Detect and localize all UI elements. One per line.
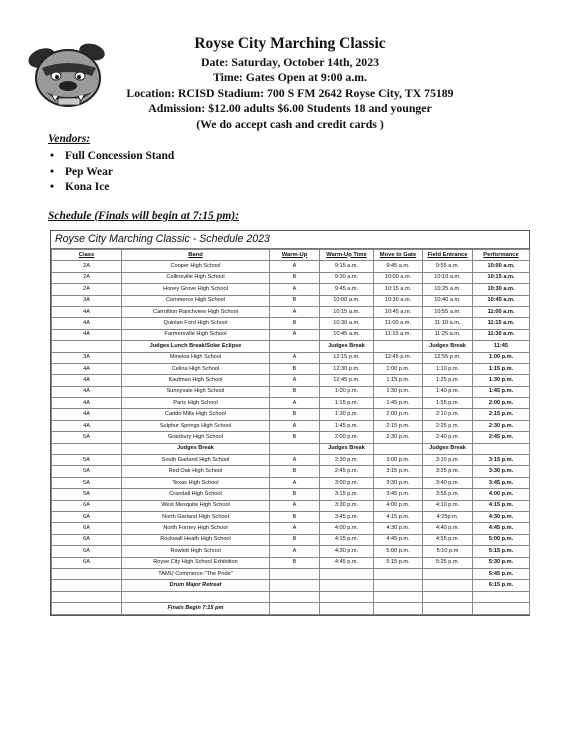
schedule-row xyxy=(52,386,530,397)
warmup-cell: A xyxy=(270,284,320,295)
event-header xyxy=(110,34,470,132)
column-header-warmup: Warm-Up xyxy=(270,250,320,261)
field-entrance-cell: 5:10 p.m xyxy=(423,546,473,557)
band-cell: Red Oak High School xyxy=(122,466,270,477)
class-cell xyxy=(52,603,122,614)
schedule-row xyxy=(52,420,530,431)
field-entrance-cell: 1:55 p.m. xyxy=(423,398,473,409)
warmup-time-cell: 9:30 a.m. xyxy=(320,272,374,283)
schedule-row xyxy=(52,568,530,579)
performance-cell: 3:15 p.m. xyxy=(473,455,530,466)
warmup-time-cell: 3:00 p.m. xyxy=(320,477,374,488)
vendor-item: • Full Concession Stand xyxy=(48,149,174,165)
field-entrance-cell xyxy=(423,580,473,591)
band-cell: North Garland High School xyxy=(122,511,270,522)
schedule-row xyxy=(52,523,530,534)
warmup-cell: B xyxy=(270,466,320,477)
class-cell: 4A xyxy=(52,375,122,386)
warmup-cell: A xyxy=(270,352,320,363)
column-header-class: Class xyxy=(52,250,122,261)
class-cell: 6A xyxy=(52,546,122,557)
class-cell: 2A xyxy=(52,261,122,272)
band-cell: Sulphur Springs High School xyxy=(122,420,270,431)
warmup-time-cell: 2:30 p.m. xyxy=(320,455,374,466)
warmup-cell: B xyxy=(270,363,320,374)
performance-cell: 11:30 a.m. xyxy=(473,329,530,340)
field-entrance-cell: 3:10 p.m. xyxy=(423,455,473,466)
warmup-time-cell: 9:45 a.m. xyxy=(320,284,374,295)
class-cell: 6A xyxy=(52,511,122,522)
schedule-row xyxy=(52,511,530,522)
vendors-section xyxy=(48,133,174,196)
event-admission: Admission: $12.00 adults $6.00 Students 18 and younger xyxy=(148,101,432,116)
class-cell: 6A xyxy=(52,557,122,568)
performance-cell: 5:00 p.m. xyxy=(473,534,530,545)
move-to-gate-cell: 3:00 p.m. xyxy=(374,455,423,466)
schedule-header-row xyxy=(52,250,530,261)
band-cell: North Forney High School xyxy=(122,523,270,534)
schedule-row xyxy=(52,329,530,340)
warmup-time-cell: 10:30 a.m. xyxy=(320,318,374,329)
warmup-time-cell xyxy=(320,591,374,602)
event-title: Royse City Marching Classic xyxy=(194,35,386,52)
move-to-gate-cell: 1:00 p.m. xyxy=(374,363,423,374)
schedule-row xyxy=(52,409,530,420)
warmup-time-cell: 3:15 p.m. xyxy=(320,489,374,500)
performance-cell: 10:15 a.m. xyxy=(473,272,530,283)
band-cell: Sunnyvale High School xyxy=(122,386,270,397)
performance-cell: 10:45 a.m. xyxy=(473,295,530,306)
event-date: Date: Saturday, October 14th, 2023 xyxy=(200,55,380,69)
class-cell xyxy=(52,341,122,352)
warmup-time-cell xyxy=(320,603,374,614)
warmup-cell: B xyxy=(270,489,320,500)
field-entrance-cell: 4:25p.m. xyxy=(423,511,473,522)
band-cell: Honey Grove High School xyxy=(122,284,270,295)
warmup-cell: A xyxy=(270,375,320,386)
field-entrance-cell: 4:55 p.m. xyxy=(423,534,473,545)
move-to-gate-cell: 2:15 p.m. xyxy=(374,420,423,431)
field-entrance-cell: 10:10 a.m. xyxy=(423,272,473,283)
schedule-row xyxy=(52,580,530,591)
warmup-cell xyxy=(270,580,320,591)
performance-cell xyxy=(473,603,530,614)
band-cell: Cooper High School xyxy=(122,261,270,272)
warmup-cell: B xyxy=(270,272,320,283)
vendor-item: • Kona Ice xyxy=(48,180,174,196)
warmup-cell: A xyxy=(270,398,320,409)
warmup-time-cell: 3:45 p.m. xyxy=(320,511,374,522)
warmup-cell xyxy=(270,591,320,602)
band-cell: Quinlan Ford High School xyxy=(122,318,270,329)
class-cell: 5A xyxy=(52,432,122,443)
class-cell: 3A xyxy=(52,352,122,363)
field-entrance-cell: Judges Break xyxy=(423,443,473,454)
band-cell: Rockwall Heath High School xyxy=(122,534,270,545)
performance-cell: 10:30 a.m. xyxy=(473,284,530,295)
warmup-cell: B xyxy=(270,386,320,397)
warmup-cell: B xyxy=(270,318,320,329)
warmup-time-cell: Judges Break xyxy=(320,443,374,454)
schedule-row xyxy=(52,295,530,306)
schedule-row xyxy=(52,603,530,614)
class-cell xyxy=(52,443,122,454)
performance-cell: 2:15 p.m. xyxy=(473,409,530,420)
move-to-gate-cell xyxy=(374,580,423,591)
move-to-gate-cell: 5:15 p.m. xyxy=(374,557,423,568)
vendors-heading: Vendors: xyxy=(48,133,91,145)
warmup-cell xyxy=(270,568,320,579)
field-entrance-cell: 2:40 p.m. xyxy=(423,432,473,443)
move-to-gate-cell: 4:30 p.m. xyxy=(374,523,423,534)
performance-cell: 4:30 p.m. xyxy=(473,511,530,522)
bulldog-mascot-icon xyxy=(20,40,118,116)
field-entrance-cell: Judges Break xyxy=(423,341,473,352)
field-entrance-cell xyxy=(423,568,473,579)
class-cell: 5A xyxy=(52,477,122,488)
class-cell xyxy=(52,591,122,602)
performance-cell: 6:15 p.m. xyxy=(473,580,530,591)
warmup-time-cell: 12:15 p.m. xyxy=(320,352,374,363)
move-to-gate-cell: 11:00 a.m. xyxy=(374,318,423,329)
field-entrance-cell: 10:40 a.m. xyxy=(423,295,473,306)
move-to-gate-cell: 3:45 p.m. xyxy=(374,489,423,500)
warmup-time-cell: 9:15 a.m. xyxy=(320,261,374,272)
vendor-item: • Pep Wear xyxy=(48,165,174,181)
band-cell: Commerce High School xyxy=(122,295,270,306)
band-cell: Royse City High School Exhibition xyxy=(122,557,270,568)
schedule-table xyxy=(50,230,530,616)
warmup-time-cell: 4:15 p.m. xyxy=(320,534,374,545)
warmup-cell xyxy=(270,341,320,352)
performance-cell: 11:00 a.m. xyxy=(473,306,530,317)
field-entrance-cell: 12:55 p.m. xyxy=(423,352,473,363)
performance-cell: 4:15 p.m. xyxy=(473,500,530,511)
warmup-cell: A xyxy=(270,261,320,272)
field-entrance-cell: 4:40 p.m. xyxy=(423,523,473,534)
move-to-gate-cell: 4:00 p.m. xyxy=(374,500,423,511)
class-cell: 4A xyxy=(52,329,122,340)
schedule-row xyxy=(52,318,530,329)
schedule-row xyxy=(52,432,530,443)
warmup-time-cell xyxy=(320,580,374,591)
field-entrance-cell: 9:55 a.m. xyxy=(423,261,473,272)
band-cell: Finals Begin 7:15 pm xyxy=(122,603,270,614)
warmup-cell: A xyxy=(270,477,320,488)
move-to-gate-cell: 10:30 a.m. xyxy=(374,295,423,306)
warmup-time-cell: 12:30 p.m. xyxy=(320,363,374,374)
warmup-cell: B xyxy=(270,295,320,306)
band-cell: Judges Lunch Break/Solar Eclipse xyxy=(122,341,270,352)
schedule-row xyxy=(52,500,530,511)
class-cell: 4A xyxy=(52,398,122,409)
band-cell: Farmersville High School xyxy=(122,329,270,340)
band-cell: Granbury High School xyxy=(122,432,270,443)
performance-cell: 1:45 p.m. xyxy=(473,386,530,397)
performance-cell: 11:45 xyxy=(473,341,530,352)
move-to-gate-cell: 1:45 p.m. xyxy=(374,398,423,409)
column-header-move-to-gate: Move to Gate xyxy=(374,250,423,261)
warmup-cell: A xyxy=(270,329,320,340)
schedule-row xyxy=(52,341,530,352)
band-cell: Crandall High School xyxy=(122,489,270,500)
field-entrance-cell: 2:10 p.m. xyxy=(423,409,473,420)
move-to-gate-cell: 10:45 a.m. xyxy=(374,306,423,317)
schedule-row xyxy=(52,534,530,545)
band-cell: Mineloa High School xyxy=(122,352,270,363)
warmup-time-cell: 10:00 a.m. xyxy=(320,295,374,306)
performance-cell: 2:30 p.m. xyxy=(473,420,530,431)
field-entrance-cell: 5:25 p.m. xyxy=(423,557,473,568)
move-to-gate-cell: 10:00 a.m. xyxy=(374,272,423,283)
band-cell: Caddo Mills High School xyxy=(122,409,270,420)
performance-cell: 10:00 a.m. xyxy=(473,261,530,272)
schedule-row xyxy=(52,477,530,488)
band-cell: South Garland High School xyxy=(122,455,270,466)
schedule-row xyxy=(52,352,530,363)
band-cell: Texas High School xyxy=(122,477,270,488)
class-cell: 6A xyxy=(52,500,122,511)
schedule-row xyxy=(52,591,530,602)
band-cell: Rowlett High School xyxy=(122,546,270,557)
warmup-time-cell: 1:45 p.m. xyxy=(320,420,374,431)
performance-cell: 5:30 p.m. xyxy=(473,557,530,568)
performance-cell: 4:00 p.m. xyxy=(473,489,530,500)
field-entrance-cell: 11:25 a.m. xyxy=(423,329,473,340)
move-to-gate-cell xyxy=(374,591,423,602)
warmup-time-cell: 10:15 a.m. xyxy=(320,306,374,317)
performance-cell xyxy=(473,591,530,602)
warmup-time-cell: 1:00 p.m. xyxy=(320,386,374,397)
move-to-gate-cell: 10:15 a.m. xyxy=(374,284,423,295)
move-to-gate-cell xyxy=(374,603,423,614)
performance-cell: 1:30 p.m. xyxy=(473,375,530,386)
field-entrance-cell: 2:25 p.m. xyxy=(423,420,473,431)
performance-cell: 3:45 p.m. xyxy=(473,477,530,488)
warmup-time-cell: 1:30 p.m. xyxy=(320,409,374,420)
band-cell xyxy=(122,591,270,602)
warmup-cell: B xyxy=(270,409,320,420)
warmup-time-cell: 4:00 p.m. xyxy=(320,523,374,534)
payment-note: (We do accept cash and credit cards ) xyxy=(196,116,384,131)
performance-cell: 1:15 p.m. xyxy=(473,363,530,374)
warmup-cell xyxy=(270,603,320,614)
warmup-cell: A xyxy=(270,546,320,557)
class-cell: 2A xyxy=(52,284,122,295)
warmup-time-cell: 2:45 p.m. xyxy=(320,466,374,477)
warmup-cell: A xyxy=(270,523,320,534)
schedule-row xyxy=(52,398,530,409)
performance-cell: 11:15 a.m. xyxy=(473,318,530,329)
class-cell xyxy=(52,580,122,591)
band-cell: West Mesquite High School xyxy=(122,500,270,511)
field-entrance-cell: 10:55 a.m. xyxy=(423,306,473,317)
move-to-gate-cell: 2:30 p.m. xyxy=(374,432,423,443)
schedule-row xyxy=(52,306,530,317)
performance-cell: 1:00 p.m. xyxy=(473,352,530,363)
schedule-grid xyxy=(51,249,530,615)
class-cell: 5A xyxy=(52,466,122,477)
field-entrance-cell: 1:10 p.m. xyxy=(423,363,473,374)
band-cell: Drum Major Retreat xyxy=(122,580,270,591)
performance-cell: 3:30 p.m. xyxy=(473,466,530,477)
warmup-time-cell: 12:45 p.m. xyxy=(320,375,374,386)
class-cell: 6A xyxy=(52,534,122,545)
warmup-cell: A xyxy=(270,420,320,431)
warmup-time-cell: 4:45 p.m. xyxy=(320,557,374,568)
field-entrance-cell: 3:25 p.m. xyxy=(423,466,473,477)
performance-cell: 4:45 p.m. xyxy=(473,523,530,534)
class-cell: 4A xyxy=(52,318,122,329)
schedule-row xyxy=(52,284,530,295)
move-to-gate-cell xyxy=(374,341,423,352)
move-to-gate-cell xyxy=(374,568,423,579)
band-cell: Celina High School xyxy=(122,363,270,374)
move-to-gate-cell: 1:30 p.m. xyxy=(374,386,423,397)
warmup-cell: A xyxy=(270,455,320,466)
band-cell: Paris High School xyxy=(122,398,270,409)
schedule-row xyxy=(52,375,530,386)
field-entrance-cell xyxy=(423,603,473,614)
move-to-gate-cell: 12:45 p.m. xyxy=(374,352,423,363)
performance-cell: 5:15 p.m. xyxy=(473,546,530,557)
class-cell xyxy=(52,568,122,579)
event-location: Location: RCISD Stadium: 700 S FM 2642 Royse City, TX 75189 xyxy=(126,85,454,100)
band-cell: Collinsville High School xyxy=(122,272,270,283)
class-cell: 4A xyxy=(52,420,122,431)
band-cell: Kaufman High School xyxy=(122,375,270,386)
warmup-time-cell: Judges Break xyxy=(320,341,374,352)
schedule-row xyxy=(52,455,530,466)
vendors-list xyxy=(48,149,174,196)
class-cell: 6A xyxy=(52,523,122,534)
warmup-cell: A xyxy=(270,500,320,511)
field-entrance-cell: 4:10 p.m. xyxy=(423,500,473,511)
band-cell: Carrollton Ranchview High School xyxy=(122,306,270,317)
class-cell: 4A xyxy=(52,363,122,374)
schedule-row xyxy=(52,272,530,283)
move-to-gate-cell: 4:15 p.m. xyxy=(374,511,423,522)
move-to-gate-cell: 5:00 p.m. xyxy=(374,546,423,557)
performance-cell xyxy=(473,443,530,454)
warmup-cell: B xyxy=(270,432,320,443)
band-cell: TAMU Commerce-"The Pride" xyxy=(122,568,270,579)
move-to-gate-cell: 3:30 p.m. xyxy=(374,477,423,488)
field-entrance-cell: 1:25 p.m. xyxy=(423,375,473,386)
move-to-gate-cell: 4:45 p.m. xyxy=(374,534,423,545)
move-to-gate-cell: 3:15 p.m. xyxy=(374,466,423,477)
warmup-time-cell: 4:30 p.m. xyxy=(320,546,374,557)
band-cell: Judges Break xyxy=(122,443,270,454)
class-cell: 2A xyxy=(52,272,122,283)
warmup-cell: B xyxy=(270,534,320,545)
schedule-row xyxy=(52,557,530,568)
warmup-cell: B xyxy=(270,557,320,568)
column-header-field-entrance: Field Entrance xyxy=(423,250,473,261)
performance-cell: 5:45 p.m. xyxy=(473,568,530,579)
column-header-performance: Performance xyxy=(473,250,530,261)
class-cell: 5A xyxy=(52,489,122,500)
move-to-gate-cell xyxy=(374,443,423,454)
move-to-gate-cell: 2:00 p.m. xyxy=(374,409,423,420)
class-cell: 4A xyxy=(52,306,122,317)
move-to-gate-cell: 1:15 p.m. xyxy=(374,375,423,386)
column-header-band: Band xyxy=(122,250,270,261)
event-time: Time: Gates Open at 9:00 a.m. xyxy=(212,70,368,85)
column-header-warmup-time: Warm-Up Time xyxy=(320,250,374,261)
warmup-cell xyxy=(270,443,320,454)
class-cell: 5A xyxy=(52,455,122,466)
field-entrance-cell: 11:10 a.m. xyxy=(423,318,473,329)
schedule-body xyxy=(52,261,530,614)
schedule-row xyxy=(52,363,530,374)
performance-cell: 2:00 p.m. xyxy=(473,398,530,409)
warmup-cell: B xyxy=(270,511,320,522)
field-entrance-cell: 10:25 a.m. xyxy=(423,284,473,295)
move-to-gate-cell: 9:45 a.m. xyxy=(374,261,423,272)
class-cell: 4A xyxy=(52,386,122,397)
schedule-row xyxy=(52,489,530,500)
warmup-time-cell: 1:15 p.m. xyxy=(320,398,374,409)
warmup-time-cell: 2:00 p.m. xyxy=(320,432,374,443)
schedule-caption: Royse City Marching Classic - Schedule 2023 xyxy=(51,231,529,249)
field-entrance-cell: 3:40 p.m. xyxy=(423,477,473,488)
warmup-cell: A xyxy=(270,306,320,317)
warmup-time-cell: 3:30 p.m. xyxy=(320,500,374,511)
performance-cell: 2:45 p.m. xyxy=(473,432,530,443)
schedule-row xyxy=(52,466,530,477)
move-to-gate-cell: 11:15 a.m. xyxy=(374,329,423,340)
class-cell: 3A xyxy=(52,295,122,306)
field-entrance-cell: 3:55 p.m. xyxy=(423,489,473,500)
schedule-row xyxy=(52,443,530,454)
field-entrance-cell xyxy=(423,591,473,602)
field-entrance-cell: 1:40 p.m. xyxy=(423,386,473,397)
class-cell: 4A xyxy=(52,409,122,420)
schedule-row xyxy=(52,546,530,557)
warmup-time-cell xyxy=(320,568,374,579)
warmup-time-cell: 10:45 a.m. xyxy=(320,329,374,340)
schedule-heading: Schedule (Finals will begin at 7:15 pm): xyxy=(48,210,240,222)
schedule-row xyxy=(52,261,530,272)
